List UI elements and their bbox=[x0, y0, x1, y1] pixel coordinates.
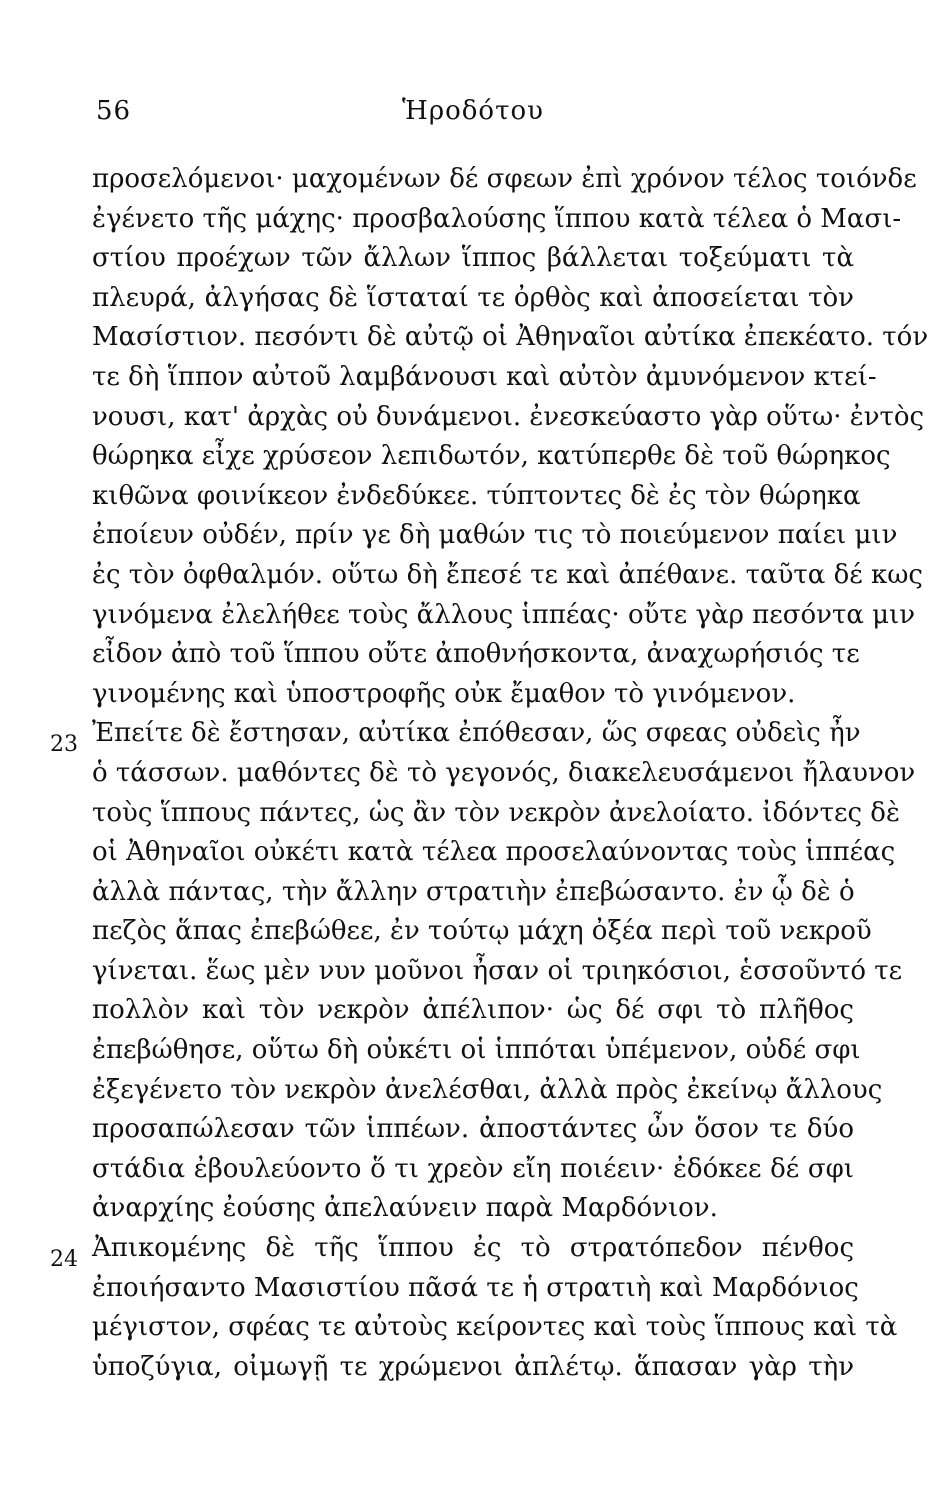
text-line: προσελόμενοι· μαχομένων δέ σφεων ἐπὶ χρόνον τέλος τοιόνδε bbox=[92, 164, 917, 194]
text-line: προσαπώλεσαν τῶν ἱππέων. ἀποστάντες ὦν ὅσον τε δύο bbox=[92, 1114, 854, 1145]
section-number-23: 23 bbox=[50, 732, 78, 757]
text-line: ἐξεγένετο τὸν νεκρὸν ἀνελέσθαι, ἀλλὰ πρὸς ἐκείνῳ ἄλλους bbox=[92, 1074, 883, 1105]
text-line: οἱ Ἀθηναῖοι οὐκέτι κατὰ τέλεα προσελαύνοντας τοὺς ἱππέας bbox=[92, 837, 896, 868]
text-line: Ἐπείτε δὲ ἔστησαν, αὐτίκα ἐπόθεσαν, ὥς σφεας οὐδεὶς ἦν bbox=[92, 718, 861, 749]
text-line: πεζὸς ἅπας ἐπεβώθεε, ἐν τούτῳ μάχη ὀξέα περὶ τοῦ νεκροῦ bbox=[92, 916, 872, 947]
page-number: 56 bbox=[96, 96, 132, 126]
text-line: γίνεται. ἕως μὲν νυν μοῦνοι ἦσαν οἱ τριηκόσιοι, ἑσσοῦντό τε bbox=[92, 955, 903, 986]
text-line: στάδια ἐβουλεύοντο ὅ τι χρεὸν εἴη ποιέειν· ἐδόκεε δέ σφι bbox=[92, 1153, 854, 1184]
text-line: Ἀπικομένης δὲ τῆς ἵππου ἐς τὸ στρατόπεδον πένθος bbox=[92, 1233, 854, 1264]
text-line: εἶδον ἀπὸ τοῦ ἵππου οὔτε ἀποθνήσκοντα, ἀναχωρήσιός τε bbox=[92, 639, 860, 670]
text-line: γινόμενα ἐλελήθεε τοὺς ἄλλους ἱππέας· οὔτε γὰρ πεσόντα μιν bbox=[92, 599, 916, 630]
text-line: ἀλλὰ πάντας, τὴν ἄλλην στρατιὴν ἐπεβώσαντο. ἐν ᾧ δὲ ὁ bbox=[92, 876, 855, 907]
text-line: ἀναρχίης ἐούσης ἀπελαύνειν παρὰ Μαρδόνιον. bbox=[92, 1193, 718, 1224]
text-line: ἐπεβώθησε, οὕτω δὴ οὐκέτι οἱ ἱππόται ὑπέμενον, οὐδέ σφι bbox=[92, 1035, 861, 1066]
text-line: στίου προέχων τῶν ἄλλων ἵππος βάλλεται τοξεύματι τὰ bbox=[92, 243, 854, 274]
text-line: μέγιστον, σφέας τε αὐτοὺς κείροντες καὶ τοὺς ἵππους καὶ τὰ bbox=[92, 1312, 898, 1343]
text-line: ἐς τὸν ὀφθαλμόν. οὕτω δὴ ἔπεσέ τε καὶ ἀπέθανε. ταῦτα δέ κως bbox=[92, 559, 923, 590]
running-title: Ἡροδότου bbox=[402, 96, 544, 126]
section-number-24: 24 bbox=[50, 1247, 78, 1272]
text-line: κιθῶνα φοινίκεον ἐνδεδύκεε. τύπτοντες δὲ ἐς τὸν θώρηκα bbox=[92, 480, 861, 511]
text-line: πλευρά, ἀλγήσας δὲ ἵσταταί τε ὀρθὸς καὶ ἀποσείεται τὸν bbox=[92, 282, 854, 313]
text-line: ἐποίευν οὐδέν, πρίν γε δὴ μαθών τις τὸ ποιεύμενον παίει μιν bbox=[92, 520, 898, 551]
text-line: θώρηκα εἶχε χρύσεον λεπιδωτόν, κατύπερθε δὲ τοῦ θώρηκος bbox=[92, 441, 891, 472]
text-line: νουσι, κατ' ἀρχὰς οὐ δυνάμενοι. ἐνεσκεύαστο γὰρ οὕτω· ἐντὸς bbox=[92, 401, 925, 432]
text-line: τε δὴ ἵππον αὐτοῦ λαμβάνουσι καὶ αὐτὸν ἀμυνόμενον κτεί- bbox=[92, 361, 877, 392]
body-text bbox=[92, 160, 929, 1387]
text-line: τοὺς ἵππους πάντες, ὡς ἂν τὸν νεκρὸν ἀνελοίατο. ἰδόντες δὲ bbox=[92, 797, 900, 828]
text-line: ὁ τάσσων. μαθόντες δὲ τὸ γεγονός, διακελευσάμενοι ἤλαυνον bbox=[92, 757, 916, 788]
text-line: πολλὸν καὶ τὸν νεκρὸν ἀπέλιπον· ὡς δέ σφι τὸ πλῆθος bbox=[92, 995, 854, 1026]
text-line: ἐποιήσαντο Μασιστίου πᾶσά τε ἡ στρατιὴ καὶ Μαρδόνιος bbox=[92, 1272, 859, 1303]
text-line: Μασίστιον. πεσόντι δὲ αὐτῷ οἱ Ἀθηναῖοι αὐτίκα ἐπεκέατο. τόν bbox=[92, 322, 929, 353]
text-line: ἐγένετο τῆς μάχης· προσβαλούσης ἵππου κατὰ τέλεα ὁ Μασι- bbox=[92, 203, 902, 234]
text-line: γινομένης καὶ ὑποστροφῆς οὐκ ἔμαθον τὸ γινόμενον. bbox=[92, 678, 796, 709]
text-line: ὑποζύγια, οἰμωγῇ τε χρώμενοι ἀπλέτῳ. ἅπασαν γὰρ τὴν bbox=[92, 1351, 854, 1382]
